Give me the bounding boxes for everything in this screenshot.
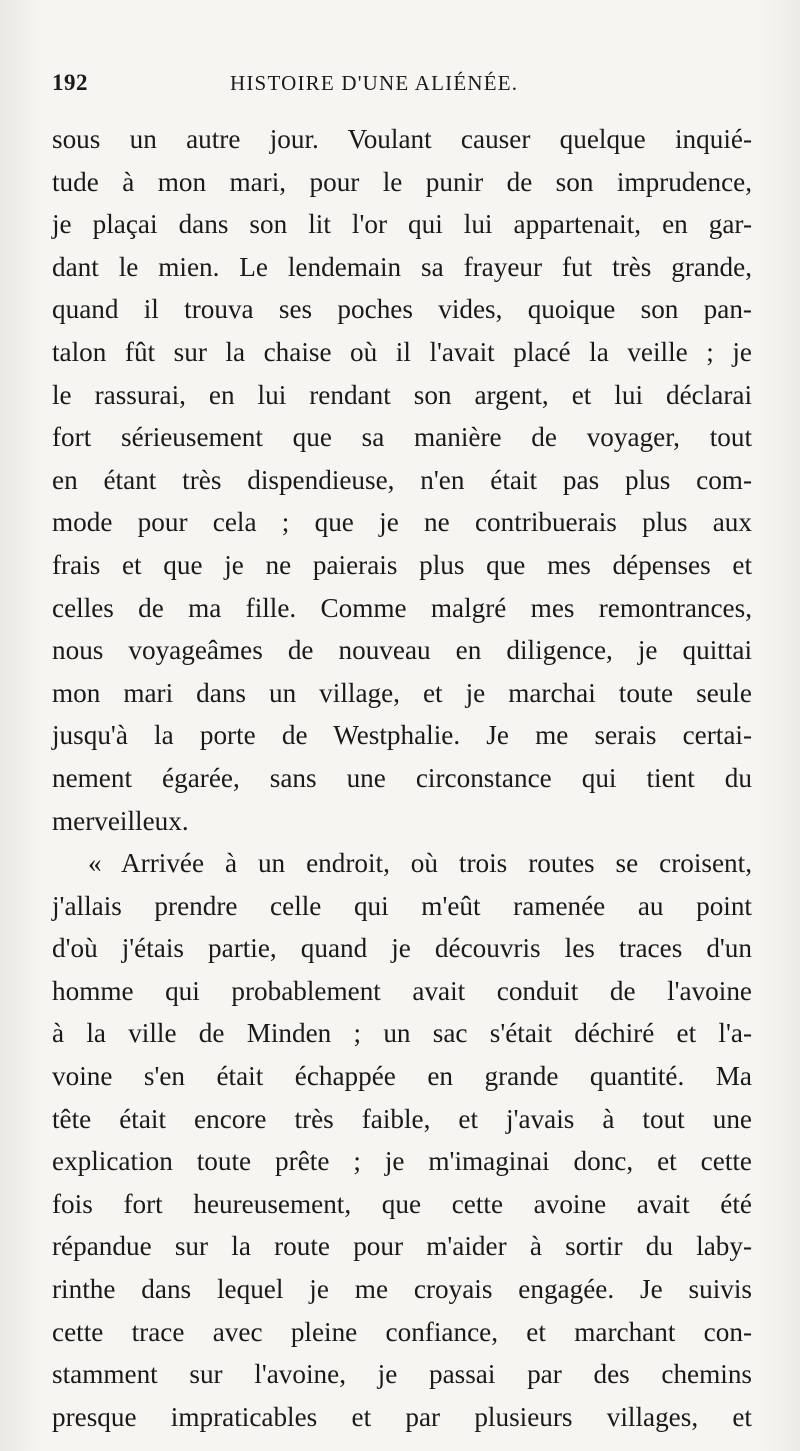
text-line: fois fort heureusement, que cette avoine avait été xyxy=(52,1188,752,1219)
text-line: rinthe dans lequel je me croyais engagée. Je suivis xyxy=(52,1274,752,1305)
page-number: 192 xyxy=(52,70,88,95)
text-line: en étant très dispendieuse, n'en était pas plus com- xyxy=(52,464,752,495)
text-line: à la ville de Minden ; un sac s'était déchiré et l'a- xyxy=(52,1018,752,1049)
text-line: frais et que je ne paierais plus que mes dépenses et xyxy=(52,549,752,580)
body-text xyxy=(52,118,752,1438)
text-line: tête était encore très faible, et j'avais à tout une xyxy=(52,1103,752,1134)
text-line: presque impraticables et par plusieurs villages, et xyxy=(52,1401,752,1432)
text-line: celles de ma fille. Comme malgré mes remontrances, xyxy=(52,592,752,623)
paragraph-1 xyxy=(52,118,752,842)
text-line: nous voyageâmes de nouveau en diligence, je quittai xyxy=(52,635,752,666)
text-line: stamment sur l'avoine, je passai par des chemins xyxy=(52,1359,752,1390)
text-line: mon mari dans un village, et je marchai toute seule xyxy=(52,677,752,708)
text-line: cette trace avec pleine confiance, et marchant con- xyxy=(52,1316,752,1347)
page-header xyxy=(52,70,752,106)
text-line: nement égarée, sans une circonstance qui tient du xyxy=(52,762,752,793)
text-line: talon fût sur la chaise où il l'avait placé la veille ; je xyxy=(52,336,752,367)
paragraph-2 xyxy=(52,842,752,1438)
text-line: le rassurai, en lui rendant son argent, et lui déclarai xyxy=(52,379,752,410)
text-line: « Arrivée à un endroit, où trois routes se croisent, xyxy=(88,848,752,879)
text-line: mode pour cela ; que je ne contribuerais plus aux xyxy=(52,507,752,538)
text-line: quand il trouva ses poches vides, quoique son pan- xyxy=(52,294,752,325)
text-line: explication toute prête ; je m'imaginai donc, et cette xyxy=(52,1146,752,1177)
text-line: tude à mon mari, pour le punir de son imprudence, xyxy=(52,166,752,197)
text-line: répandue sur la route pour m'aider à sortir du laby- xyxy=(52,1231,752,1262)
text-line: d'où j'étais partie, quand je découvris les traces d'un xyxy=(52,933,752,964)
text-line: sous un autre jour. Voulant causer quelque inquié- xyxy=(52,124,752,154)
text-line: voine s'en était échappée en grande quantité. Ma xyxy=(52,1061,752,1092)
text-line: je plaçai dans son lit l'or qui lui appartenait, en gar- xyxy=(52,209,752,240)
text-line: dant le mien. Le lendemain sa frayeur fut très grande, xyxy=(52,251,752,282)
text-line: jusqu'à la porte de Westphalie. Je me serais certai- xyxy=(52,720,752,751)
text-line: j'allais prendre celle qui m'eût ramenée au point xyxy=(52,890,752,921)
text-line: fort sérieusement que sa manière de voyager, tout xyxy=(52,422,752,453)
text-line: homme qui probablement avait conduit de l'avoine xyxy=(52,975,752,1006)
text-line: merveilleux. xyxy=(52,805,189,836)
running-title: HISTOIRE D'UNE ALIÉNÉE. xyxy=(230,71,519,95)
